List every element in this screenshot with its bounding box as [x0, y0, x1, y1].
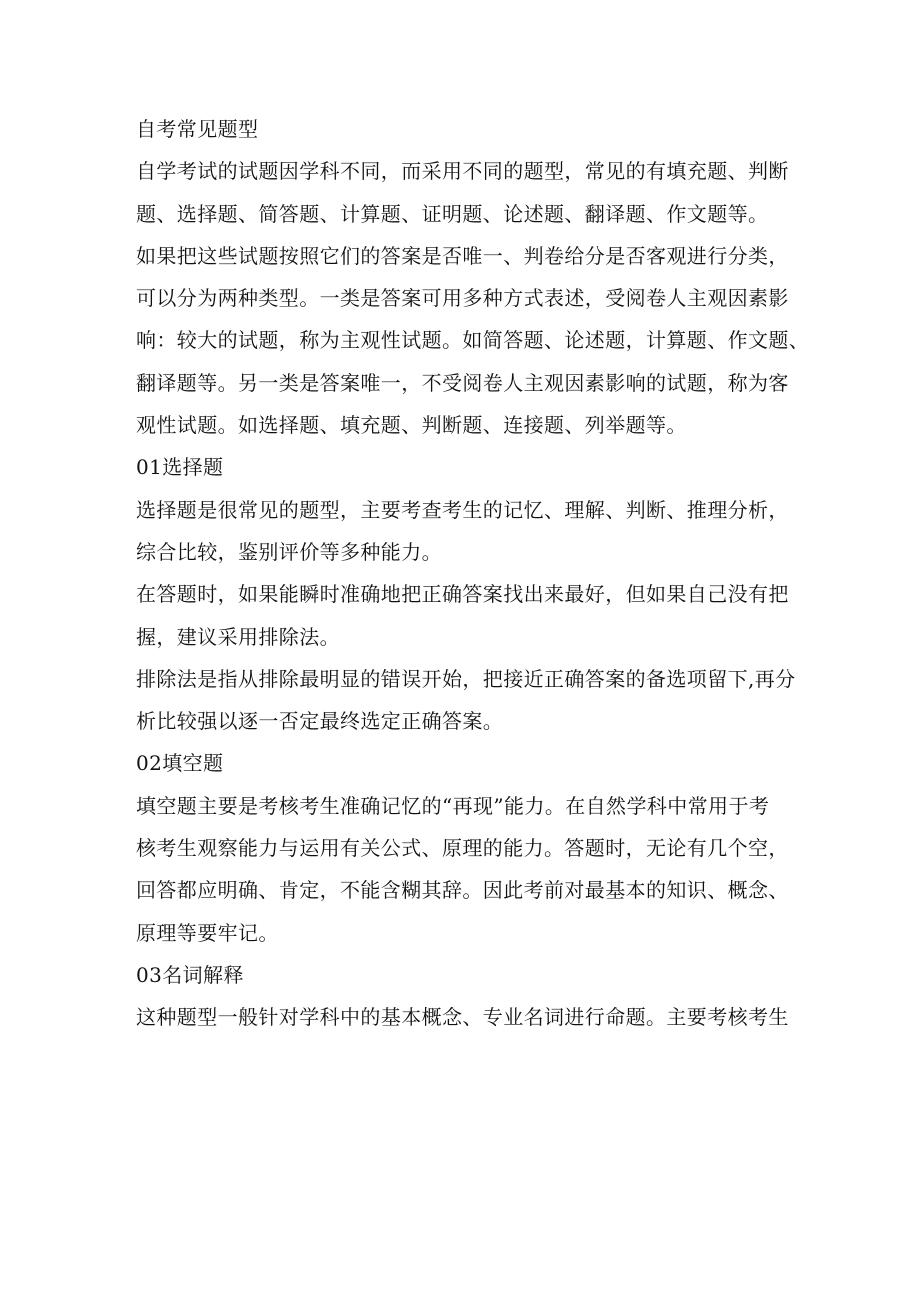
text-line: 题、选择题、简答题、计算题、证明题、论述题、翻译题、作文题等。 [136, 201, 769, 226]
text-line: 如果把这些试题按照它们的答案是否唯一、判卷给分是否客观进行分类， [136, 243, 789, 268]
text-line: 排除法是指从排除最明显的错误开始，把接近正确答案的备选项留下,再分 [136, 666, 796, 691]
text-line: 观性试题。如选择题、填充题、判断题、连接题、列举题等。 [136, 413, 687, 438]
document-title: 自考常见题型 [136, 117, 259, 141]
text-line: 这种题型一般针对学科中的基本概念、专业名词进行命题。主要考核考生 [136, 1005, 789, 1030]
text-line: 在答题时，如果能瞬时准确地把正确答案找出来最好，但如果自己没有把 [136, 582, 789, 607]
text-line: 原理等要牢记。 [136, 920, 279, 945]
text-line: 析比较强以逐一否定最终选定正确答案。 [136, 709, 504, 734]
text-line: 填空题主要是考核考生准确记忆的“再现”能力。在自然学科中常用于考 [136, 793, 770, 818]
section-heading-fill-blank: 02填空题 [136, 751, 224, 776]
document-body [136, 108, 816, 1039]
text-line: 翻译题等。另一类是答案唯一，不受阅卷人主观因素影响的试题，称为客 [136, 370, 789, 395]
section-heading-choice: 01选择题 [136, 455, 224, 480]
text-line: 可以分为两种类型。一类是答案可用多种方式表述，受阅卷人主观因素影 [136, 286, 789, 311]
text-line: 握，建议采用排除法。 [136, 624, 340, 649]
text-line: 响：较大的试题，称为主观性试题。如简答题、论述题，计算题、作文题、 [136, 328, 810, 353]
text-line: 核考生观察能力与运用有关公式、原理的能力。答题时，无论有几个空， [136, 836, 789, 861]
text-line: 自学考试的试题因学科不同，而采用不同的题型，常见的有填充题、判断 [136, 159, 789, 184]
section-heading-term-explanation: 03名词解释 [136, 962, 244, 987]
text-line: 综合比较，鉴别评价等多种能力。 [136, 539, 442, 564]
text-line: 回答都应明确、肯定，不能含糊其辞。因此考前对最基本的知识、概念、 [136, 878, 789, 903]
text-line: 选择题是很常见的题型，主要考查考生的记忆、理解、判断、推理分析， [136, 497, 789, 522]
